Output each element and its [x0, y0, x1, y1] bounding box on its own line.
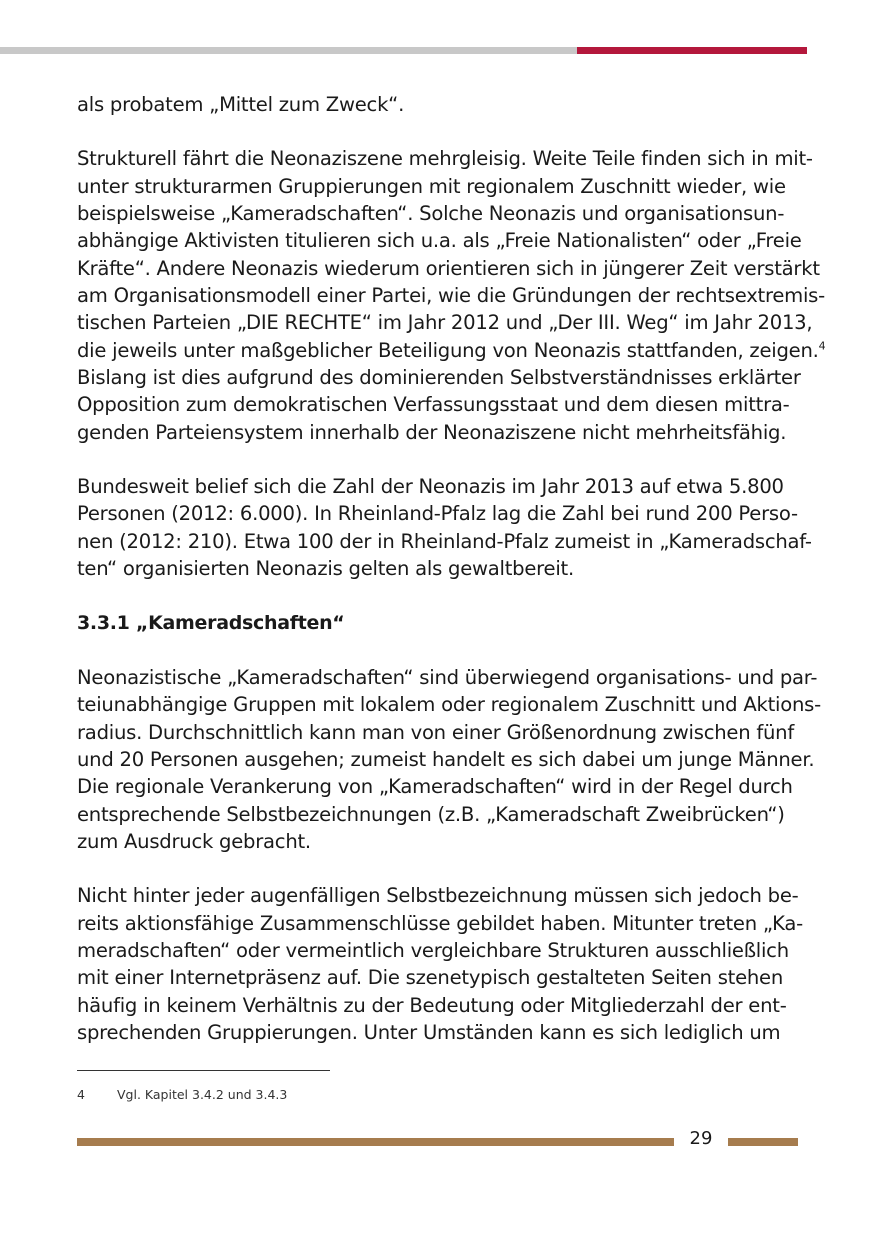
text-line: Die regionale Verankerung von „Kameradschaften“ wird in der Regel durch [77, 775, 793, 799]
text-line: entsprechende Selbstbezeichnungen (z.B. „Kameradschaft Zweibrücken“) [77, 802, 785, 826]
text-line: ten“ organisierten Neonazis gelten als gewaltbereit. [77, 557, 574, 581]
text-line: häufig in keinem Verhältnis zu der Bedeutung oder Mitgliederzahl der ent- [77, 993, 787, 1017]
footnote-reference[interactable]: 4 [818, 339, 826, 353]
paragraph-3 [77, 473, 812, 582]
text-line: sprechenden Gruppierungen. Unter Umständen kann es sich lediglich um [77, 1020, 781, 1044]
text-line: Bundesweit belief sich die Zahl der Neonazis im Jahr 2013 auf etwa 5.800 [77, 475, 784, 499]
footnote-number: 4 [77, 1087, 85, 1102]
text-line: Nicht hinter jeder augenfälligen Selbstbezeichnung müssen sich jedoch be- [77, 884, 799, 908]
text-line: unter strukturarmen Gruppierungen mit regionalem Zuschnitt wieder, wie [77, 174, 786, 198]
paragraph-1 [77, 91, 803, 118]
text-line: abhängige Aktivisten titulieren sich u.a. als „Freie Nationalisten“ oder „Freie [77, 229, 802, 253]
text-line: Bislang ist dies aufgrund des dominierenden Selbstverständnisses erklärter [77, 366, 801, 390]
text-line: Strukturell fährt die Neonaziszene mehrgleisig. Weite Teile finden sich in mit- [77, 147, 813, 171]
section-paragraph-1 [77, 664, 821, 855]
top-rule-gray [0, 47, 577, 54]
text-line: teiunabhängige Gruppen mit lokalem oder regionalem Zuschnitt und Aktions- [77, 693, 821, 717]
footnote [77, 1087, 287, 1102]
text-line: beispielsweise „Kameradschaften“. Solche Neonazis und organisationsun- [77, 202, 785, 226]
text-line: am Organisationsmodell einer Partei, wie die Gründungen der rechtsextremis- [77, 284, 825, 308]
text-line: Opposition zum demokratischen Verfassungsstaat und dem diesen mittra- [77, 393, 790, 417]
text-line: nen (2012: 210). Etwa 100 der in Rheinland-Pfalz zumeist in „Kameradschaf- [77, 529, 812, 553]
footnote-text: Vgl. Kapitel 3.4.2 und 3.4.3 [117, 1087, 288, 1102]
section-heading: 3.3.1 „Kameradschaften“ [77, 611, 345, 634]
text-line: Kräfte“. Andere Neonazis wiederum orientieren sich in jüngerer Zeit verstärkt [77, 256, 820, 280]
text-line: Personen (2012: 6.000). In Rheinland-Pfalz lag die Zahl bei rund 200 Perso- [77, 502, 798, 526]
text-line: genden Parteiensystem innerhalb der Neonaziszene nicht mehrheitsfähig. [77, 420, 787, 444]
text-line: mit einer Internetpräsenz auf. Die szenetypisch gestalteten Seiten stehen [77, 966, 784, 990]
paragraph-2 [77, 145, 826, 446]
text-line: und 20 Personen ausgehen; zumeist handelt es sich dabei um junge Männer. [77, 747, 815, 771]
text-line: reits aktionsfähige Zusammenschlüsse gebildet haben. Mitunter treten „Ka- [77, 911, 803, 935]
page-body [77, 91, 826, 1073]
footnote-divider [77, 1070, 330, 1071]
text-line: Neonazistische „Kameradschaften“ sind überwiegend organisations- und par- [77, 665, 818, 689]
text-line-with-footnote [77, 337, 826, 364]
bottom-rule-left [77, 1138, 674, 1146]
text-line: zum Ausdruck gebracht. [77, 829, 311, 853]
page-number: 29 [689, 1128, 713, 1149]
text-line: als probatem „Mittel zum Zweck“. [77, 93, 405, 116]
top-rule-accent [577, 47, 807, 54]
text-line: meradschaften“ oder vermeintlich vergleichbare Strukturen ausschließlich [77, 938, 789, 962]
section-paragraph-2 [77, 882, 803, 1046]
text-line: die jeweils unter maßgeblicher Beteiligung von Neonazis stattfanden, zeigen. [77, 338, 819, 362]
bottom-rule-right [728, 1138, 798, 1146]
text-line: tischen Parteien „DIE RECHTE“ im Jahr 2012 und „Der III. Weg“ im Jahr 2013, [77, 311, 813, 335]
text-line: radius. Durchschnittlich kann man von einer Größenordnung zwischen fünf [77, 720, 794, 744]
